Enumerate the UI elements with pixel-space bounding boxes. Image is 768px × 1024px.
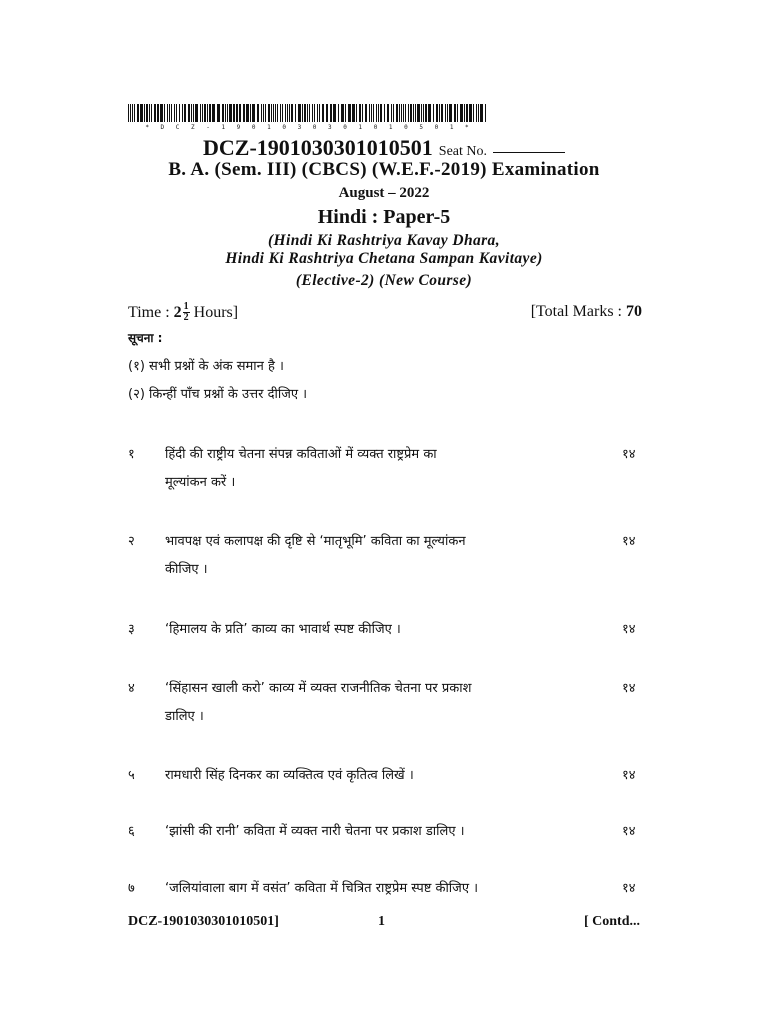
- barcode-bar: [277, 104, 278, 122]
- barcode-bar: [359, 104, 361, 122]
- barcode-bar: [345, 104, 346, 122]
- barcode-bar: [174, 104, 175, 122]
- barcode-bar: [447, 104, 448, 122]
- barcode-bar: [460, 104, 463, 122]
- barcode-bar: [243, 104, 245, 122]
- barcode-bar: [387, 104, 389, 122]
- barcode-bar: [295, 104, 296, 122]
- time-fraction: [183, 302, 190, 323]
- barcode-bar: [184, 104, 186, 122]
- barcode-bar: [149, 104, 150, 122]
- barcode-bar: [410, 104, 412, 122]
- barcode-bar: [307, 104, 308, 122]
- barcode-bar: [298, 104, 301, 122]
- barcode-bar: [137, 104, 139, 122]
- barcode-bar: [373, 104, 374, 122]
- barcode-bar: [391, 104, 392, 122]
- subject-title: Hindi : Paper-5: [317, 206, 451, 228]
- barcode-bars: [128, 104, 490, 124]
- barcode-bar: [380, 104, 382, 122]
- barcode-bar: [222, 104, 224, 122]
- barcode-bar: [167, 104, 168, 122]
- barcode-bar: [200, 104, 201, 122]
- barcode-bar: [376, 104, 377, 122]
- total-marks: [531, 303, 642, 321]
- exam-title: B. A. (Sem. III) (CBCS) (W.E.F.-2019) Examination: [168, 159, 600, 180]
- barcode-bar: [312, 104, 313, 122]
- barcode-bar: [405, 104, 406, 122]
- question-marks: १४: [622, 534, 636, 549]
- barcode-bar: [191, 104, 192, 122]
- question-number: २: [128, 534, 135, 549]
- barcode-bar: [188, 104, 190, 122]
- barcode-bar: [457, 104, 458, 122]
- barcode-bar: [480, 104, 483, 122]
- barcode-bar: [195, 104, 198, 122]
- barcode-bar: [466, 104, 468, 122]
- barcode-bar: [280, 104, 281, 122]
- barcode-bar: [236, 104, 238, 122]
- barcode-bar: [202, 104, 203, 122]
- footer-paper-code: DCZ-1901030301010501]: [128, 914, 279, 929]
- barcode-bar: [291, 104, 293, 122]
- time-allowed: [128, 302, 238, 323]
- question-number: १: [128, 447, 135, 462]
- barcode-bar: [207, 104, 208, 122]
- barcode-bar: [433, 104, 434, 122]
- barcode-bar: [403, 104, 404, 122]
- question-marks: १४: [622, 622, 636, 637]
- barcode-bar: [425, 104, 427, 122]
- time-whole: 2: [173, 303, 182, 321]
- barcode-bar: [225, 104, 226, 122]
- question-text-line-2: मूल्यांकन करें ।: [165, 475, 236, 490]
- time-numerator: 1: [183, 301, 189, 312]
- question-number: ३: [128, 622, 135, 637]
- barcode-bar: [257, 104, 259, 122]
- question-text-line-2: कीजिए ।: [165, 562, 208, 577]
- subtitle-line-1: (Hindi Ki Rashtriya Kavay Dhara,: [268, 232, 500, 249]
- barcode-bar: [369, 104, 370, 122]
- question-text-line-1: ‘झांसी की रानी’ कविता में व्यक्त नारी चेतना पर प्रकाश डालिए ।: [165, 824, 465, 839]
- barcode-bar: [212, 104, 215, 122]
- barcode-bar: [176, 104, 177, 122]
- subtitle-line-2: Hindi Ki Rashtriya Chetana Sampan Kavitaye): [225, 250, 543, 267]
- barcode-bar: [352, 104, 355, 122]
- barcode-bar: [164, 104, 165, 122]
- barcode-bar: [439, 104, 440, 122]
- barcode-bar: [417, 104, 420, 122]
- barcode-bar: [193, 104, 194, 122]
- barcode-bar: [154, 104, 156, 122]
- barcode-bar: [423, 104, 424, 122]
- barcode-bar: [265, 104, 266, 122]
- seat-number-blank: [493, 152, 565, 153]
- barcode-bar: [348, 104, 351, 122]
- barcode-bar: [132, 104, 133, 122]
- barcode-bar: [140, 104, 143, 122]
- barcode-bar: [217, 104, 220, 122]
- question-number: ६: [128, 824, 135, 839]
- question-text-line-1: ‘जलियांवाला बाग में वसंत’ कविता में चित्रित राष्ट्रप्रेम स्पष्ट कीजिए ।: [165, 881, 479, 896]
- question-marks: १४: [622, 768, 636, 783]
- barcode-bar: [252, 104, 255, 122]
- barcode-bar: [333, 104, 336, 122]
- barcode-bar: [182, 104, 183, 122]
- question-marks: १४: [622, 824, 636, 839]
- barcode-bar: [413, 104, 414, 122]
- barcode-bar: [227, 104, 228, 122]
- barcode-bar: [275, 104, 276, 122]
- barcode-bar: [171, 104, 172, 122]
- question-text-line-1: रामधारी सिंह दिनकर का व्यक्तित्व एवं कृतित्व लिखें ।: [165, 768, 414, 783]
- barcode-bar: [282, 104, 283, 122]
- barcode-bar: [454, 104, 456, 122]
- barcode-bar: [285, 104, 286, 122]
- barcode-bar: [341, 104, 344, 122]
- question-marks: १४: [622, 881, 636, 896]
- barcode-bar: [445, 104, 446, 122]
- question-text-line-1: ‘सिंहासन खाली करो’ काव्य में व्यक्त राजनीतिक चेतना पर प्रकाश: [165, 681, 472, 696]
- barcode-bar: [157, 104, 159, 122]
- barcode-bar: [204, 104, 206, 122]
- barcode-bar: [209, 104, 211, 122]
- question-text-line-1: ‘हिमालय के प्रति’ काव्य का भावार्थ स्पष्ट कीजिए ।: [165, 622, 401, 637]
- barcode-bar: [128, 104, 129, 122]
- barcode-bar: [408, 104, 409, 122]
- barcode-bar: [384, 104, 385, 122]
- barcode-bar: [239, 104, 241, 122]
- barcode-bar: [378, 104, 379, 122]
- question-text-line-1: हिंदी की राष्ट्रीय चेतना संपन्न कविताओं में व्यक्त राष्ट्रप्रेम का: [165, 447, 437, 462]
- barcode-bar: [476, 104, 477, 122]
- barcode-bar: [449, 104, 452, 122]
- paper-code-line: [0, 135, 768, 161]
- footer-page-number: 1: [378, 914, 385, 929]
- instruction-1: (१) सभी प्रश्नों के अंक समान है ।: [128, 359, 284, 374]
- seat-label: Seat No.: [438, 144, 487, 159]
- barcode-bar: [179, 104, 180, 122]
- time-denominator: 2: [183, 312, 189, 323]
- barcode-bar: [371, 104, 372, 122]
- barcode-bar: [261, 104, 262, 122]
- question-text-line-1: भावपक्ष एवं कलापक्ष की दृष्टि से ‘मातृभूमि’ कविता का मूल्यांकन: [165, 534, 466, 549]
- barcode-bar: [338, 104, 339, 122]
- barcode-bar: [356, 104, 357, 122]
- barcode-bar: [273, 104, 274, 122]
- barcode-bar: [362, 104, 363, 122]
- barcode-bar: [229, 104, 232, 122]
- time-suffix: Hours]: [193, 303, 239, 321]
- barcode-text: * D C Z - 1 9 0 1 0 3 0 3 0 1 0 1 0 5 0 1 *: [145, 124, 473, 131]
- barcode-bar: [309, 104, 310, 122]
- barcode-bar: [428, 104, 431, 122]
- barcode: [128, 104, 490, 132]
- barcode-bar: [485, 104, 486, 122]
- barcode-bar: [160, 104, 163, 122]
- barcode-bar: [268, 104, 270, 122]
- barcode-bar: [130, 104, 131, 122]
- barcode-bar: [314, 104, 315, 122]
- barcode-bar: [469, 104, 472, 122]
- barcode-bar: [473, 104, 474, 122]
- barcode-bar: [365, 104, 367, 122]
- barcode-bar: [151, 104, 152, 122]
- barcode-bar: [393, 104, 394, 122]
- barcode-bar: [246, 104, 249, 122]
- barcode-bar: [326, 104, 328, 122]
- barcode-bar: [399, 104, 400, 122]
- barcode-bar: [317, 104, 318, 122]
- barcode-bar: [289, 104, 290, 122]
- barcode-bar: [302, 104, 303, 122]
- barcode-bar: [441, 104, 443, 122]
- time-prefix: Time :: [128, 303, 170, 321]
- barcode-bar: [146, 104, 148, 122]
- barcode-bar: [478, 104, 479, 122]
- barcode-bar: [250, 104, 251, 122]
- barcode-bar: [144, 104, 145, 122]
- barcode-bar: [322, 104, 324, 122]
- footer-continued: [ Contd...: [583, 914, 640, 929]
- barcode-bar: [271, 104, 272, 122]
- barcode-bar: [415, 104, 416, 122]
- question-number: ५: [128, 768, 135, 783]
- barcode-bar: [396, 104, 398, 122]
- total-marks-label: [Total Marks :: [530, 303, 622, 320]
- question-text-line-2: डालिए ।: [165, 709, 204, 724]
- barcode-bar: [263, 104, 264, 122]
- question-number: ७: [128, 881, 135, 896]
- barcode-bar: [421, 104, 422, 122]
- barcode-bar: [134, 104, 135, 122]
- barcode-bar: [233, 104, 235, 122]
- exam-month: August – 2022: [338, 185, 430, 201]
- question-marks: १४: [622, 681, 636, 696]
- barcode-bar: [319, 104, 320, 122]
- total-marks-value: 70: [626, 303, 642, 320]
- barcode-bar: [464, 104, 465, 122]
- barcode-bar: [287, 104, 288, 122]
- instruction-2: (२) किन्हीं पाँच प्रश्नों के उत्तर दीजिए ।: [128, 387, 308, 402]
- question-number: ४: [128, 681, 135, 696]
- barcode-bar: [304, 104, 306, 122]
- barcode-bar: [436, 104, 438, 122]
- barcode-bar: [169, 104, 170, 122]
- question-marks: १४: [622, 447, 636, 462]
- note-heading: सूचना :: [128, 331, 163, 345]
- barcode-bar: [401, 104, 402, 122]
- subtitle-line-3: (Elective-2) (New Course): [295, 272, 473, 289]
- barcode-bar: [330, 104, 332, 122]
- paper-code: DCZ-1901030301010501: [203, 135, 433, 160]
